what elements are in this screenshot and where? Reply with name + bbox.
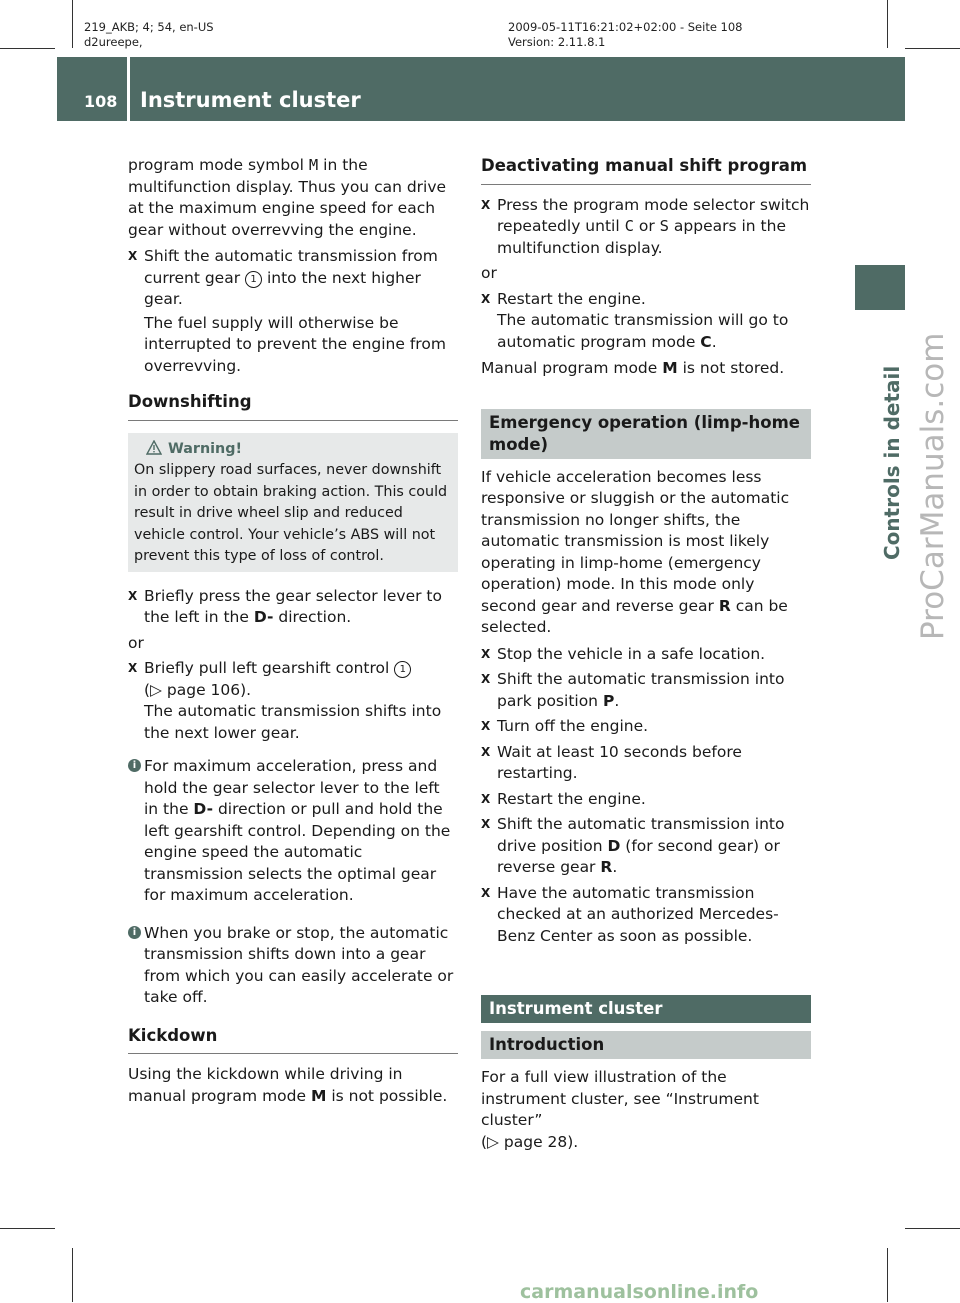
step-pull-control: X Briefly pull left gearshift control 1 (▷ page 106). The automatic transmission shifts into the next lower gear.	[128, 658, 458, 744]
crop-mark	[905, 48, 960, 49]
arrow-icon: X	[481, 719, 491, 733]
print-meta-line: 2009-05-11T16:21:02+02:00 - Seite 108	[508, 20, 743, 34]
crop-mark	[0, 1228, 55, 1229]
left-column	[128, 155, 458, 1107]
or-text: or	[481, 264, 497, 282]
warning-text: On slippery road surfaces, never downshift in order to obtain braking action. This could result in drive wheel slip and reduced vehicle control. Your vehicle’s ABS will not prevent this type of loss of control.	[134, 462, 448, 564]
step-note: The automatic transmission shifts into the next lower gear.	[144, 702, 442, 742]
arrow-icon: X	[128, 249, 138, 263]
arrow-icon: X	[481, 885, 491, 900]
emergency-step: X Wait at least 10 seconds before restarting.	[481, 742, 742, 782]
introduction-text: For a full view illustration of the instrument cluster, see “Instrument cluster”	[481, 1068, 759, 1129]
footer-watermark: carmanualsonline.info	[520, 1281, 759, 1303]
instrument-cluster-heading: Instrument cluster	[481, 995, 811, 1023]
callout-1-icon: 1	[394, 661, 411, 678]
crop-mark	[887, 0, 888, 48]
print-meta-right	[508, 20, 743, 50]
emergency-step: X Stop the vehicle in a safe location.	[481, 644, 811, 666]
crop-mark	[887, 1248, 888, 1302]
header-divider	[127, 57, 130, 121]
kickdown-heading: Kickdown	[128, 1025, 458, 1055]
step-restart: X Restart the engine. The automatic transmission will go to automatic program mode C.	[481, 289, 811, 354]
right-column	[481, 155, 811, 1153]
introduction-heading: Introduction	[481, 1031, 811, 1059]
page-number: 108	[84, 92, 118, 111]
info-max-acceleration: i For maximum acceleration, press and hold the gear selector lever to the left in the D- direction or pull and hold the left gearshift control. Depending on the engine speed the automatic transmission selects the optimal gear for maximum acceleration.	[128, 756, 458, 907]
emergency-step: X Have the automatic transmission checked at an authorized Mercedes-Benz Center as soon as possible.	[481, 883, 779, 945]
deactivating-heading: Deactivating manual shift program	[481, 155, 811, 185]
page-reference: (▷ page 106).	[144, 680, 252, 699]
crop-mark	[905, 1228, 960, 1229]
warning-triangle-icon	[146, 440, 162, 455]
step-press-lever: X Briefly press the gear selector lever to the left in the D- direction.	[128, 586, 442, 626]
warning-title: Warning!	[134, 439, 452, 461]
arrow-icon: X	[481, 646, 491, 661]
section-label: Controls in detail	[880, 365, 904, 560]
emergency-step: X Shift the automatic transmission into park position P.	[481, 670, 785, 710]
downshifting-heading: Downshifting	[128, 391, 458, 421]
print-meta-line: 219_AKB; 4; 54, en-US	[84, 20, 214, 34]
info-icon: i	[128, 926, 141, 939]
emergency-heading: Emergency operation (limp-home mode)	[481, 409, 811, 459]
step-shift-up: X Shift the automatic transmission from current gear 1 into the next higher gear. The fuel supply will otherwise be interrupted to prevent the engine from overrevving.	[128, 246, 458, 377]
emergency-step: X Shift the automatic transmission into drive position D (for second gear) or reverse gear R.	[481, 815, 785, 876]
callout-1-icon: 1	[245, 271, 262, 288]
print-meta-line: Version: 2.11.8.1	[508, 35, 606, 49]
page-reference: (▷ page 28).	[481, 1132, 579, 1151]
or-text: or	[128, 633, 144, 652]
manual-not-stored: Manual program mode M is not stored.	[481, 359, 785, 377]
arrow-icon: X	[128, 661, 138, 675]
print-meta-left	[84, 20, 214, 50]
step-press-selector: X Press the program mode selector switch repeatedly until C or S appears in the multifunction display.	[481, 195, 810, 257]
warning-box	[128, 433, 458, 572]
crop-mark	[72, 0, 73, 48]
step-note: The automatic transmission will go to automatic program mode C.	[497, 311, 789, 351]
arrow-icon: X	[481, 817, 491, 831]
kickdown-text: Using the kickdown while driving in manual program mode M is not possible.	[128, 1065, 448, 1105]
arrow-icon: X	[481, 791, 491, 806]
crop-mark	[72, 1248, 73, 1302]
print-meta-line: d2ureepe,	[84, 35, 143, 49]
arrow-icon: X	[481, 197, 491, 212]
arrow-icon: X	[481, 744, 491, 759]
emergency-step: X Turn off the engine.	[481, 716, 811, 738]
site-watermark: ProCarManuals.com	[915, 332, 951, 640]
crop-mark	[0, 48, 55, 49]
arrow-icon: X	[128, 588, 138, 603]
intro-paragraph: program mode symbol M in the multifunction display. Thus you can drive at the maximum engine speed for each gear without overrevving the engine.	[128, 156, 447, 239]
emergency-text: If vehicle acceleration becomes less responsive or sluggish or the automatic transmission no longer shifts, the automatic transmission is most likely operating in limp-home (emergency operation) mode. In this mode only second gear and reverse gear R can be selected.	[481, 467, 790, 636]
arrow-icon: X	[481, 672, 491, 686]
info-icon: i	[128, 759, 141, 772]
step-note: The fuel supply will otherwise be interrupted to prevent the engine from overrevving.	[144, 313, 446, 375]
page-title: Instrument cluster	[140, 88, 361, 112]
section-tab	[855, 265, 905, 310]
info-brake-stop: i When you brake or stop, the automatic transmission shifts down into a gear from which you can easily accelerate or take off.	[128, 923, 458, 1009]
emergency-step: X Restart the engine.	[481, 789, 811, 811]
arrow-icon: X	[481, 291, 491, 306]
